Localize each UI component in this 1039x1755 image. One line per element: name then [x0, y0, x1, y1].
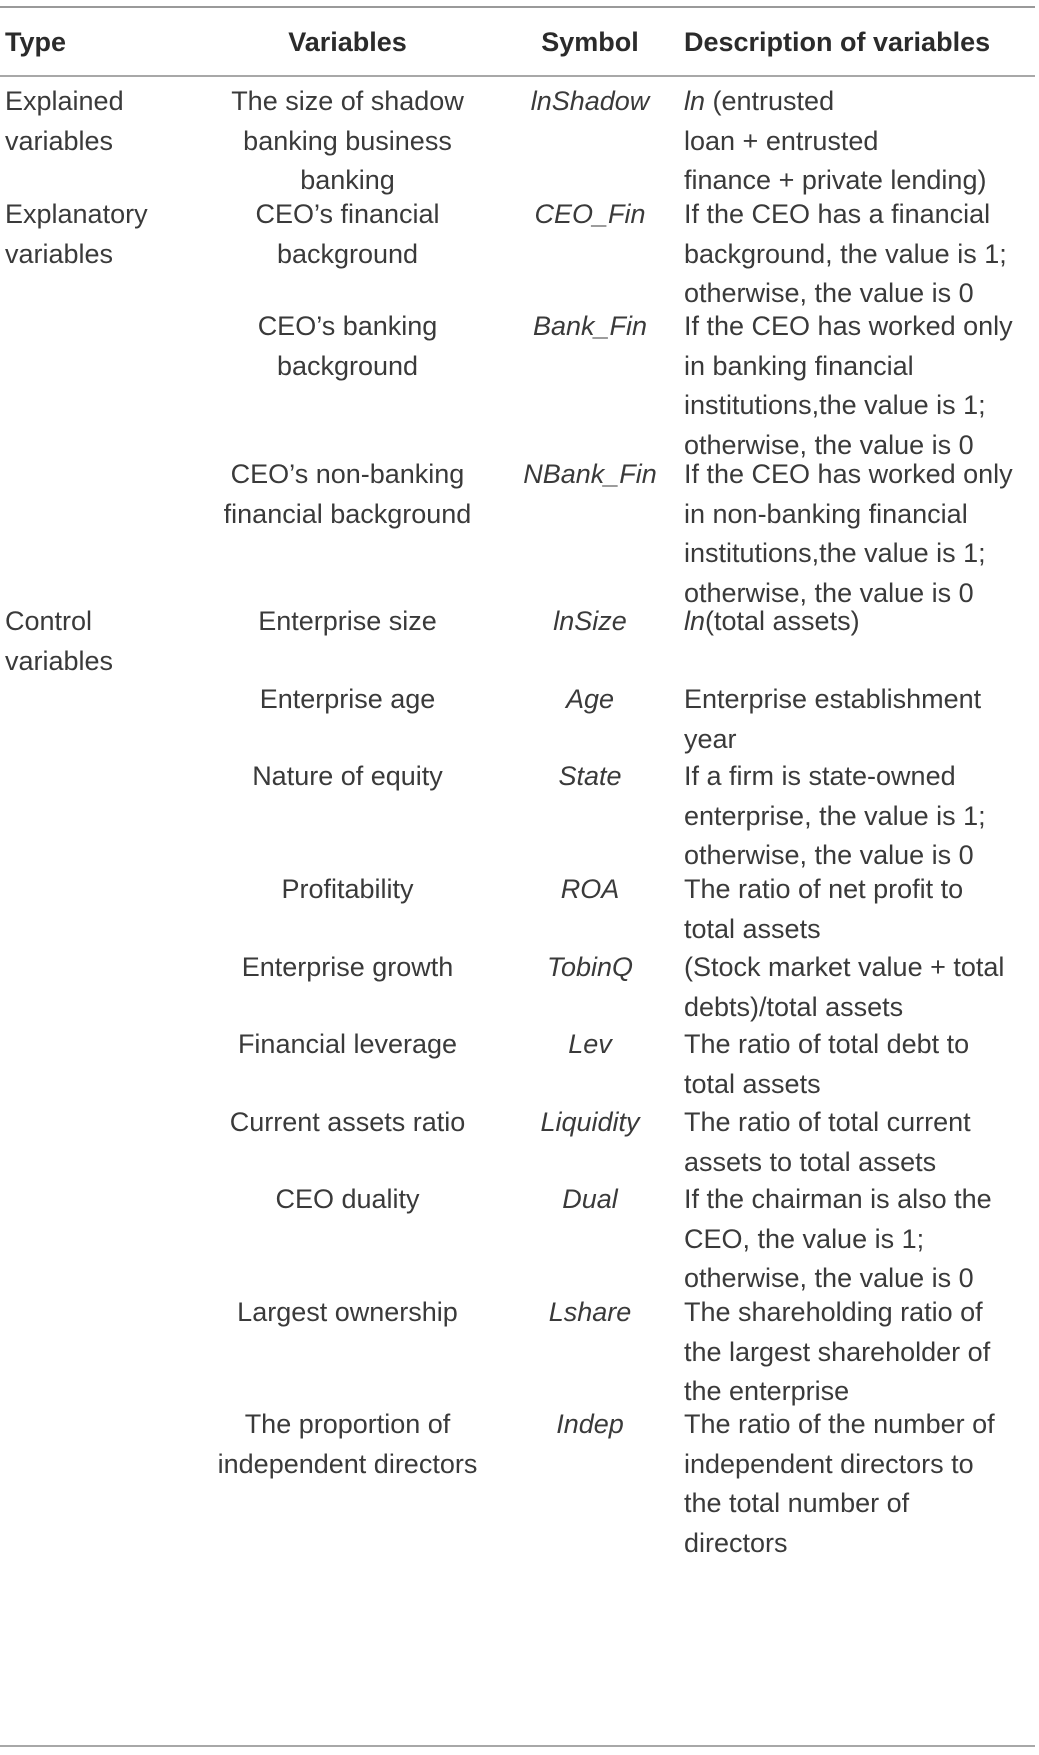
- row-variable: Profitability: [281, 874, 414, 904]
- row-symbol: Indep: [556, 1409, 624, 1439]
- row-description: [684, 602, 1034, 642]
- row-variable: The proportion of independent directors: [217, 1409, 478, 1479]
- row-description: [684, 1293, 1034, 1412]
- description-text: If a firm is state-owned enterprise, the value is 1; otherwise, the value is 0: [684, 761, 986, 870]
- row-symbol: CEO_Fin: [534, 199, 646, 229]
- row-description: [684, 1103, 1034, 1182]
- header-variables: Variables: [288, 27, 407, 57]
- description-text: If the chairman is also the CEO, the value is 1; otherwise, the value is 0: [684, 1184, 992, 1293]
- row-symbol: TobinQ: [546, 952, 634, 982]
- description-text: The ratio of total current assets to total assets: [684, 1107, 971, 1177]
- description-text: (total assets): [705, 606, 860, 636]
- row-type: Explanatory variables: [5, 199, 148, 269]
- row-description: [684, 455, 1034, 613]
- row-type: Explained variables: [5, 86, 124, 156]
- row-variable: CEO’s non-banking financial background: [223, 459, 472, 529]
- description-text: The shareholding ratio of the largest shareholder of the enterprise: [684, 1297, 991, 1406]
- row-symbol: NBank_Fin: [523, 459, 657, 489]
- description-text: (Stock market value + total debts)/total assets: [684, 952, 1005, 1022]
- row-symbol: State: [558, 761, 622, 791]
- description-text: The ratio of the number of independent directors to the total number of directors: [684, 1409, 995, 1558]
- header-type: Type: [5, 27, 67, 57]
- row-symbol: Lshare: [548, 1297, 632, 1327]
- row-description: [684, 1405, 1034, 1563]
- row-variable: Enterprise age: [259, 684, 436, 714]
- row-description: [684, 757, 1034, 876]
- row-symbol: Liquidity: [540, 1107, 640, 1137]
- header-description: Description of variables: [684, 27, 991, 57]
- description-text: If the CEO has worked only in banking financial institutions,the value is 1; otherwise, the value is 0: [684, 311, 1013, 460]
- row-variable: Financial leverage: [237, 1029, 458, 1059]
- row-symbol: ROA: [560, 874, 620, 904]
- description-ln-prefix: ln: [684, 606, 706, 636]
- description-ln-prefix: ln: [684, 86, 706, 116]
- row-description: [684, 870, 1034, 949]
- row-description: [684, 948, 1034, 1027]
- description-text: The ratio of net profit to total assets: [684, 874, 964, 944]
- header-symbol: Symbol: [541, 27, 639, 57]
- row-symbol: Dual: [562, 1184, 618, 1214]
- description-text: If the CEO has worked only in non-banking financial institutions,the value is 1; otherwise, the value is 0: [684, 459, 1013, 608]
- row-description: [684, 1180, 1034, 1299]
- row-description: [684, 82, 1034, 201]
- row-variable: Largest ownership: [237, 1297, 458, 1327]
- header-rule: [0, 75, 1035, 77]
- row-description: [684, 680, 1034, 759]
- row-description: [684, 195, 1034, 314]
- description-text: (entrusted loan + entrusted finance + private lending): [684, 86, 987, 195]
- row-description: [684, 307, 1034, 465]
- row-variable: CEO’s banking background: [257, 311, 438, 381]
- row-symbol: Bank_Fin: [532, 311, 648, 341]
- row-symbol: lnShadow: [530, 86, 650, 116]
- row-variable: The size of shadow banking business banking: [231, 86, 464, 195]
- row-variable: Enterprise growth: [241, 952, 454, 982]
- description-text: Enterprise establishment year: [684, 684, 982, 754]
- row-type: Control variables: [5, 606, 114, 676]
- row-variable: CEO’s financial background: [255, 199, 440, 269]
- row-variable: CEO duality: [275, 1184, 420, 1214]
- table-bottom-rule: [0, 1745, 1035, 1747]
- row-variable: Nature of equity: [252, 761, 443, 791]
- row-variable: Enterprise size: [258, 606, 437, 636]
- row-variable: Current assets ratio: [229, 1107, 466, 1137]
- table-top-rule: [0, 6, 1035, 8]
- row-symbol: Lev: [568, 1029, 612, 1059]
- row-symbol: Age: [565, 684, 615, 714]
- row-description: [684, 1025, 1034, 1104]
- description-text: If the CEO has a financial background, the value is 1; otherwise, the value is 0: [684, 199, 1007, 308]
- description-text: The ratio of total debt to total assets: [684, 1029, 970, 1099]
- row-symbol: lnSize: [553, 606, 627, 636]
